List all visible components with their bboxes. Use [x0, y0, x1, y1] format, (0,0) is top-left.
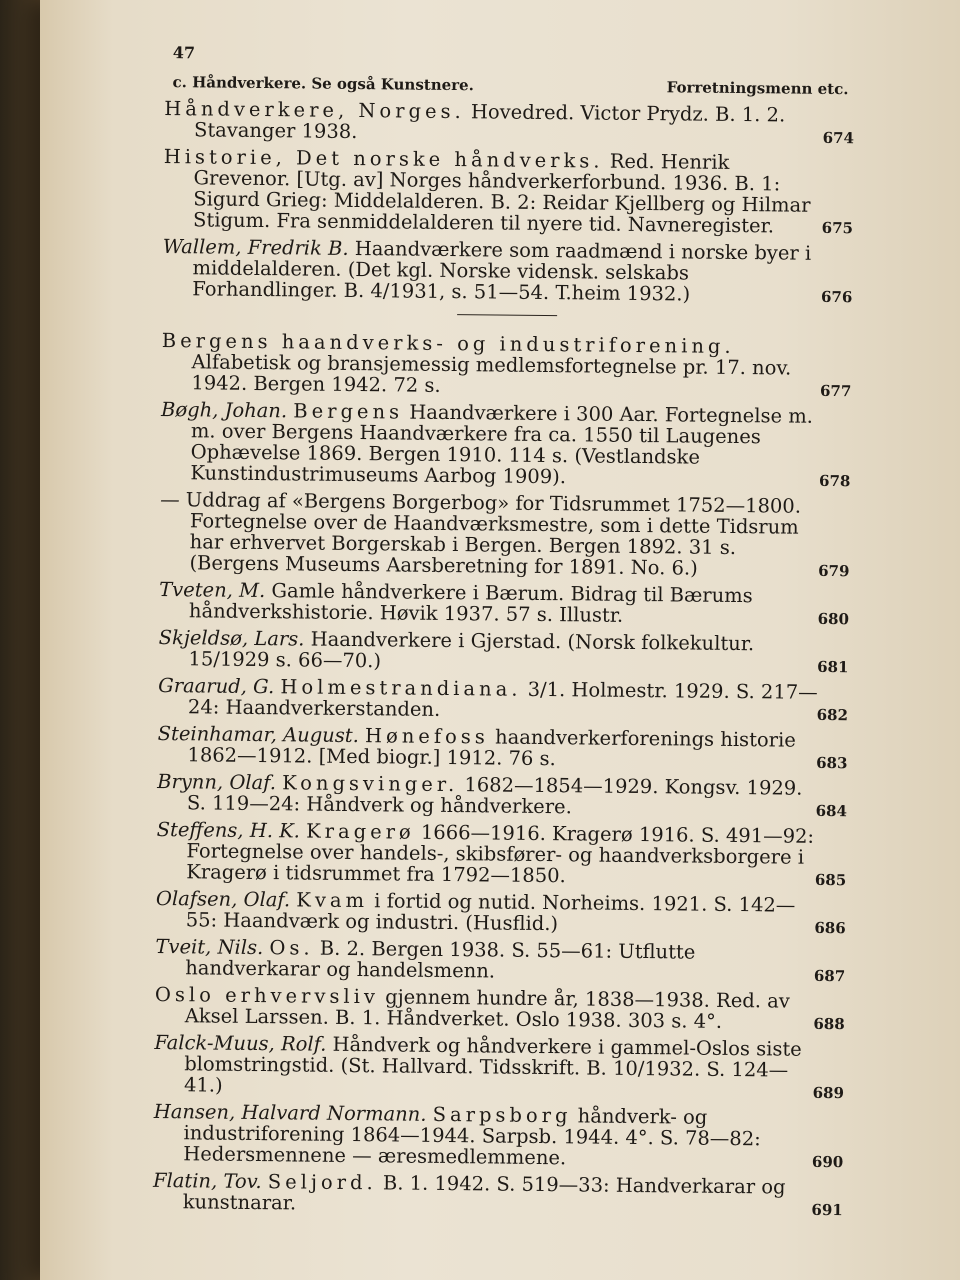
entry-list-local [153, 330, 852, 1219]
entry-text: Red. Henrik Grevenor. [Utg. av] Norges håndverkerforbund. 1936. B. 1: Sigurd Grieg: Middelalderen. B. 2: Reidar Kjellberg og Hilmar Stigum. Fra senmiddelalderen til nyere tid. Navneregister. [192, 149, 811, 238]
entry-author: Wallem, Fredrik B. [162, 234, 349, 260]
entry-text: B. 1. 1942. S. 519—33: Handverkarar og kunstnarar. [182, 1171, 786, 1215]
entry-text: Gamle håndverkere i Bærum. Bidrag til Bærums håndverkshistorie. Høvik 1937. 57 s. Illustr. [188, 579, 753, 627]
entry-number: 680 [817, 609, 850, 629]
entry-number: 678 [818, 471, 851, 491]
entry-number: 684 [815, 801, 848, 821]
page-content [153, 38, 855, 1225]
entry-number: 685 [814, 870, 847, 890]
entry-text: Haandverkere i Gjerstad. (Norsk folkekultur. 15/1929 s. 66—70.) [188, 627, 755, 673]
entry-author: Steinhamar, August. [157, 721, 359, 748]
entry-spaced-title: Historie, Det norske håndverks. [163, 144, 604, 173]
entry-number: 688 [813, 1014, 845, 1034]
entry-number: 681 [817, 657, 849, 677]
entry-author: Tveten, M. [159, 577, 266, 603]
entry-text: B. 2. Bergen 1938. S. 55—61: Utflutte handverkarar og handelsmenn. [185, 936, 696, 983]
bibliography-entry [162, 236, 853, 306]
entry-text: gjennem hundre år, 1838—1938. Red. av Aksel Larssen. B. 1. Håndverket. Oslo 1938. 303 s. 4°. [184, 985, 790, 1033]
bibliography-entry [156, 819, 847, 889]
entry-number: 682 [816, 705, 849, 725]
entry-number: 674 [822, 128, 855, 148]
entry-number: 676 [820, 287, 853, 307]
entry-spaced-title: Kragerø [306, 819, 415, 844]
entry-author: Flatin, Tov. [152, 1168, 262, 1194]
entry-text: håndverk- og industriforening 1864—1944. Sarpsb. 1944. 4°. S. 78—82: Hedersmennene — æresmedlemmene. [183, 1104, 761, 1170]
bibliography-entry [164, 98, 854, 147]
running-title: Forretningsmenn etc. [666, 78, 849, 99]
entry-number: 689 [812, 1083, 845, 1103]
entry-text: Haandværkere i 300 Aar. Fortegnelse m. m. over Bergens Haandværkere fra ca. 1550 til Laugenes Ophævelse 1869. Bergen 1910. 114 s. (Vestlandske Kunstindustrimuseums Aarbog 1909). [190, 400, 814, 489]
entry-text: Håndverk og håndverkere i gammel-Oslos siste blomstringstid. (St. Hallvard. Tidsskrift. B. 10/1932. S. 124—41.) [183, 1032, 802, 1097]
page-number: 47 [172, 43, 196, 63]
entry-number: 679 [818, 561, 850, 581]
entry-author: — [160, 487, 180, 512]
bibliography-entry [163, 146, 854, 237]
entry-author: Graarud, G. [158, 673, 275, 699]
section-divider [457, 314, 557, 316]
entry-number: 675 [821, 218, 854, 238]
entry-author: Tveit, Nils. [155, 934, 264, 960]
entry-text: 1666—1916. Kragerø 1916. S. 491—92: Fortegnelse over handels-, skibsfører- og haandverksborgere i Kragerø i tidsrummet fra 1792—1850. [186, 820, 815, 888]
entry-author: Falck-Muus, Rolf. [154, 1030, 327, 1056]
bibliography-entry [155, 984, 845, 1033]
entry-author: Olafsen, Olaf. [155, 886, 291, 912]
entry-number: 677 [819, 381, 852, 401]
bibliography-entry [159, 489, 850, 580]
bibliography-entry [154, 1032, 845, 1102]
entry-spaced-title: Oslo erhvervsliv [154, 982, 380, 1009]
entry-spaced-title: Kongsvinger. [282, 771, 459, 797]
bibliography-entry [161, 330, 852, 400]
entry-spaced-title: Bergens haandverks- og industriforening. [161, 328, 735, 358]
bibliography-entry [159, 579, 849, 628]
bibliography-entry [158, 675, 848, 724]
entry-spaced-title: Sarpsborg [432, 1102, 572, 1128]
entry-text: Uddrag af «Bergens Borgerbog» for Tidsrummet 1752—1800. Fortegnelse over de Haandværksmestre, som i dette Tidsrum har erhvervet Borgerskab i Bergen. Bergen 1892. 31 s. (Bergens Museums Aarsberetning for 1891. No. 6.) [185, 488, 802, 580]
entry-list-handverkere [162, 98, 854, 306]
entry-text: 3/1. Holmestr. 1929. S. 217—24: Haandverkerstanden. [187, 677, 818, 721]
entry-text: i fortid og nutid. Norheims. 1921. S. 142—55: Haandværk og industri. (Husflid.) [185, 889, 796, 936]
entry-number: 691 [811, 1200, 843, 1220]
bibliography-entry [156, 888, 846, 937]
entry-text: Alfabetisk og bransjemessig medlemsfortegnelse pr. 17. nov. 1942. Bergen 1942. 72 s. [191, 350, 792, 397]
bibliography-entry [153, 1101, 844, 1171]
entry-text: Haandværkere som raadmænd i norske byer i middelalderen. (Det kgl. Norske vidensk. selskabs Forhandlinger. B. 4/1931, s. 51—54. T.heim 1932.) [192, 237, 812, 306]
entry-author: Brynn, Olaf. [157, 769, 277, 795]
entry-number: 686 [814, 918, 846, 938]
section-heading: c. Håndverkere. Se også Kunstnere. [172, 73, 474, 95]
entry-author: Hansen, Halvard Normann. [153, 1099, 427, 1126]
book-page [40, 0, 960, 1280]
entry-spaced-title: Holmestrandiana. [280, 675, 522, 701]
entry-author: Bøgh, Johan. [160, 397, 288, 423]
bibliography-entry [157, 771, 847, 820]
running-header [164, 38, 855, 105]
entry-author: Skjeldsø, Lars. [158, 625, 305, 651]
entry-spaced-title: Håndverkere, Norges. [164, 96, 465, 124]
bibliography-entry [153, 1170, 843, 1219]
entry-text: haandverkerforenings historie 1862—1912. [Med biogr.] 1912. 76 s. [187, 725, 796, 771]
bibliography-entry [155, 936, 845, 985]
bibliography-entry [160, 399, 851, 490]
entry-number: 690 [811, 1152, 844, 1172]
entry-spaced-title: Kvam [296, 888, 369, 913]
entry-text: 1682—1854—1929. Kongsv. 1929. S. 119—24: Håndverk og håndverkere. [186, 773, 803, 819]
bibliography-entry [157, 723, 847, 772]
entry-spaced-title: Seljord. [267, 1170, 377, 1195]
entry-number: 683 [816, 753, 848, 773]
entry-number: 687 [813, 966, 846, 986]
entry-spaced-title: Os. [269, 936, 314, 960]
entry-text: Hovedred. Victor Prydz. B. 1. 2. Stavanger 1938. [193, 100, 786, 144]
entry-spaced-title: Bergens [293, 399, 404, 424]
entry-spaced-title: Hønefoss [364, 724, 489, 749]
bibliography-entry [158, 627, 848, 676]
entry-author: Steffens, H. K. [156, 817, 301, 843]
